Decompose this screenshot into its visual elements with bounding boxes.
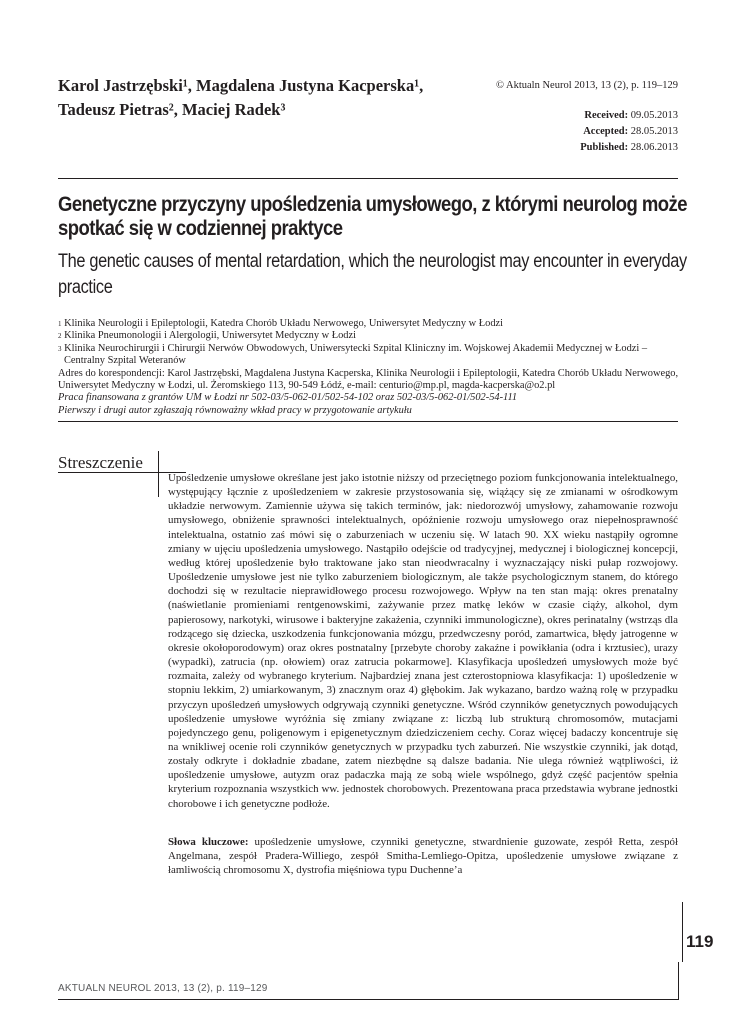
authors-line-1: Karol Jastrzębski¹, Magdalena Justyna Kacperska¹, [58, 76, 424, 95]
footer-divider [678, 962, 679, 1000]
received-label: Received: [584, 110, 629, 121]
page-number-divider [682, 902, 683, 962]
affiliation-1-text: Klinika Neurologii i Epileptologii, Katedra Chorób Układu Nerwowego, Uniwersytet Medyczny w Łodzi [64, 318, 504, 329]
affiliation-1-number: 1 [58, 320, 62, 328]
published-value: 28.06.2013 [630, 142, 678, 153]
title-polish: Genetyczne przyczyny upośledzenia umysłowego, z którymi neurolog może spotkać się w codziennej praktyce [58, 193, 688, 240]
published-label: Published: [580, 142, 629, 153]
keywords-list: upośledzenie umysłowe, czynniki genetyczne, stwardnienie guzowate, zespół Retta, zespół Angelmana, zespół Pradera-Williego, zespół Smitha-Lemliego-Opitza, upośledzenie umysłowe związane z łamliwością chromosomu X, dystrofia mięśniowa typu Duchenne’a [168, 836, 678, 877]
abstract-heading-underline [58, 472, 186, 473]
article-dates [580, 108, 678, 156]
title-english: The genetic causes of mental retardation, which the neurologist may encounter in everyday practice [58, 251, 687, 298]
abstract-text: Upośledzenie umysłowe określane jest jako istotnie niższy od przeciętnego poziom funkcjonowania intelektualnego, występujący łącznie z upośledzeniem w zakresie przystosowania się, wiążący się ze zmianami w ośrodkowym układzie nerwowym. Zamiennie używa się takich terminów, jak: niedorozwój umysłowy, zahamowanie rozwoju umysłowego, obniżenie sprawności intelektualnych, opóźnienie rozwoju umysłowego oraz niepełnosprawność intelektualna, ostatnio zaś mówi się o zaburzeniach w uczeniu się. W latach 90. XX wieku nastąpiły ogromne zmiany w ujęciu upośledzenia umysłowego. Nastąpiło odejście od tradycyjnej, medycznej i biologicznej koncepcji, według której upośledzenie było traktowane jako stan nieodwracalny i wyznaczający niski pułap rozwojowy. Upośledzenie umysłowe jest nie tylko zaburzeniem biologicznym, ale także psychologicznym stanem, do którego dochodzi się w rezultacie nieprawidłowego procesu rozwojowego. Wpływ na ten stan mają: okres prenatalny (naświetlanie promieniami rentgenowskimi, zażywanie przez matkę leków w czasie ciąży, alkohol, dym papierosowy, narkotyki, wirusowe i bakteryjne zakażenia, czynniki immunologiczne), okres perinatalny (wstrząs dla rodzącego się dziecka, uszkodzenia funkcjonowania mózgu, przedwczesny poród, zamartwica, błędy jatrogenne w okresie okołoporodowym) oraz okres postnatalny [przebyte choroby zakaźne i powikłania (odra i krztusiec), urazy (wypadki), zatrucia (np. ołowiem) oraz zatrucia pokarmowe]. Klasyfikacja upośledzeń umysłowych może być rozmaita, zależy od wybranego kryterium. Najbardziej znana jest czterostopniowa klasyfikacja: 1) upośledzenie w stopniu lekkim, 2) umiarkowanym, 3) znacznym oraz 4) głębokim. Jak wykazano, bardzo ważną rolę w przypadku przyczyn upośledzeń umysłowych odgrywają czynniki genetyczne. Wśród czynników genetycznych powodujących upośledzenie umysłowe wyróżnia się zmiany związane z: liczbą lub strukturą chromosomów, mutacjami pojedynczego genu, poligenowym i epigenetycznym dziedziczeniem cechy. Coraz więcej badaczy koncentruje się na wnikliwej ocenie roli czynników genetycznych w przypadku tych zaburzeń. Nie wszystkie czynniki, jak dotąd, zostały odkryte i dokładnie zbadane, zatem niezbędne są dalsze badania. Nie ulega również wątpliwości, iż upośledzenie umysłowe, autyzm oraz padaczka mają ze sobą wiele wspólnego, gdyż część pacjentów spełnia kryterium rozpoznania wszystkich ww. jednostek chorobowych. Prezentowana praca przedstawia wybrane jednostki chorobowe i ich genetyczne podłoże. [168, 472, 678, 810]
affiliation-2-number: 2 [58, 332, 62, 341]
received-date [580, 108, 678, 124]
affiliations [58, 318, 690, 417]
affiliation-3-continued: Centralny Szpital Weteranów [64, 355, 186, 367]
page-number: 119 [686, 932, 714, 951]
citation: © Aktualn Neurol 2013, 13 (2), p. 119–129 [496, 80, 678, 91]
affiliation-3-text: Klinika Neurochirurgii i Chirurgii Nerwów Obwodowych, Uniwersytecki Szpital Kliniczny im. Wojskowej Akademii Medycznej w Łodzi – [64, 342, 648, 354]
abstract-heading-divider [158, 451, 159, 497]
affiliation-3 [58, 343, 690, 355]
published-date [580, 140, 678, 156]
journal-footer: AKTUALN NEUROL 2013, 13 (2), p. 119–129 [58, 983, 268, 994]
accepted-date [580, 124, 678, 140]
affiliation-2 [58, 330, 690, 342]
authors-line-2: Tadeusz Pietras², Maciej Radek³ [58, 100, 286, 119]
keywords [168, 835, 678, 877]
received-value: 09.05.2013 [630, 110, 678, 121]
author-list [58, 74, 478, 122]
keywords-label: Słowa kluczowe: [168, 836, 249, 848]
affiliations-rule [58, 421, 678, 422]
affiliation-1 [58, 318, 690, 330]
authorship-note: Pierwszy i drugi autor zgłaszają równoważny wkład pracy w przygotowanie artykułu [58, 404, 412, 416]
affiliation-2-text: Klinika Pneumonologii i Alergologii, Uniwersytet Medyczny w Łodzi [64, 330, 356, 342]
header-rule [58, 178, 678, 179]
funding-note: Praca finansowana z grantów UM w Łodzi nr 502-03/5-062-01/502-54-102 oraz 502-03/5-062-01/502-54-111 [58, 392, 518, 404]
accepted-value: 28.05.2013 [630, 126, 678, 137]
affiliation-3-number: 3 [58, 344, 62, 353]
accepted-label: Accepted: [583, 126, 629, 137]
footer-rule [58, 999, 678, 1000]
abstract-heading: Streszczenie [58, 453, 143, 472]
correspondence-address: Adres do korespondencji: Karol Jastrzębski, Magdalena Justyna Kacperska, Klinika Neurologii i Epileptologii, Katedra Chorób Układu Nerwowego, Uniwersytet Medyczny w Łodzi, ul. Żeromskiego 113, 90-549 Łódź, e-mail: centurio@mp.pl, magda-kacperska@o2.pl [58, 367, 679, 392]
abstract-body [168, 471, 678, 811]
